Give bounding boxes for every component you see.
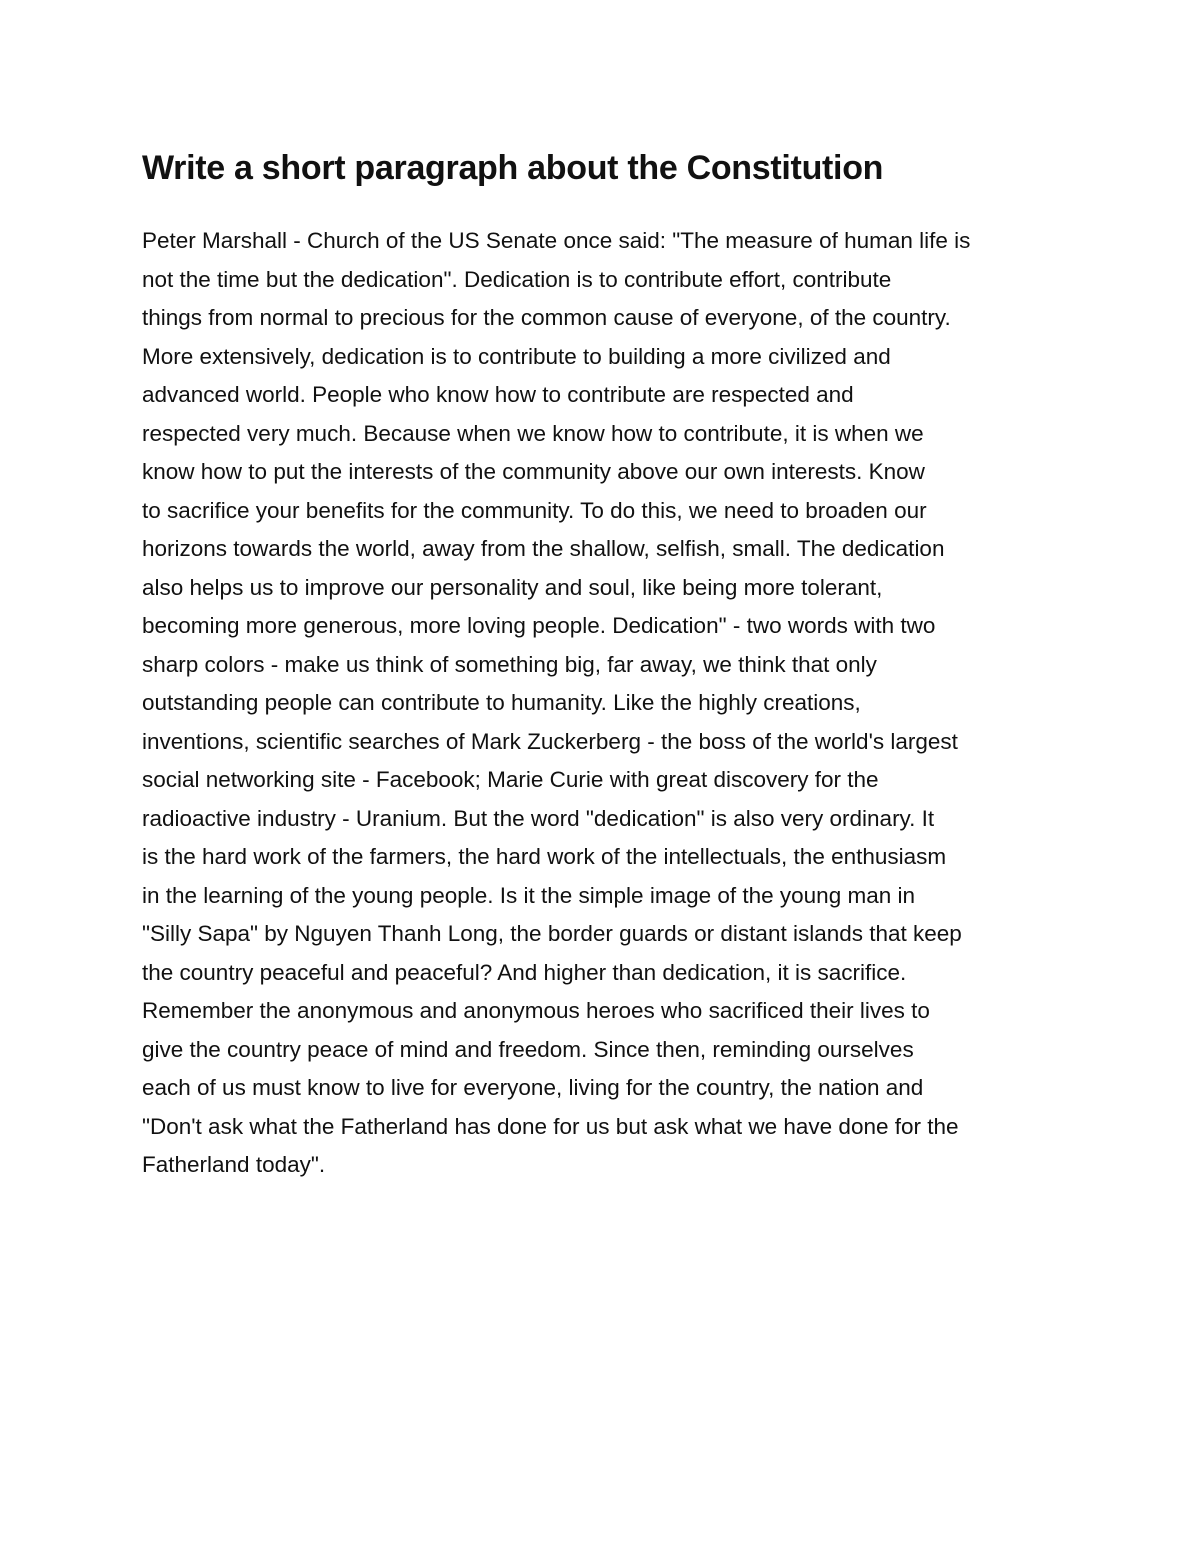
paragraph-line: advanced world. People who know how to contribute are respected and <box>142 382 854 407</box>
paragraph-line: inventions, scientific searches of Mark Zuckerberg - the boss of the world's largest <box>142 728 958 754</box>
paragraph-line: Remember the anonymous and anonymous heroes who sacrificed their lives to <box>142 998 930 1023</box>
paragraph-line: Peter Marshall - Church of the US Senate once said: "The measure of human life is <box>142 228 971 253</box>
paragraph-line: Fatherland today". <box>142 1152 326 1177</box>
paragraph-line: know how to put the interests of the community above our own interests. Know <box>142 459 925 484</box>
paragraph-line: also helps us to improve our personality and soul, like being more tolerant, <box>142 574 883 600</box>
paragraph-line: sharp colors - make us think of something big, far away, we think that only <box>142 651 877 677</box>
paragraph-line: radioactive industry - Uranium. But the word "dedication" is also very ordinary. It <box>142 805 935 831</box>
paragraph-line: the country peaceful and peaceful? And higher than dedication, it is sacrifice. <box>142 959 907 985</box>
paragraph-line: "Don't ask what the Fatherland has done for us but ask what we have done for the <box>142 1113 959 1139</box>
paragraph-line: things from normal to precious for the common cause of everyone, of the country. <box>142 305 951 330</box>
paragraph-line: give the country peace of mind and freedom. Since then, reminding ourselves <box>142 1036 914 1062</box>
paragraph-line: each of us must know to live for everyone, living for the country, the nation and <box>142 1075 924 1100</box>
paragraph-line: horizons towards the world, away from the shallow, selfish, small. The dedication <box>142 536 945 561</box>
paragraph-line: not the time but the dedication". Dedication is to contribute effort, contribute <box>142 266 892 292</box>
document-title: Write a short paragraph about the Constitution <box>142 149 884 187</box>
paragraph-line: to sacrifice your benefits for the community. To do this, we need to broaden our <box>142 497 927 523</box>
paragraph-line: is the hard work of the farmers, the hard work of the intellectuals, the enthusiasm <box>142 844 947 869</box>
paragraph-line: outstanding people can contribute to humanity. Like the highly creations, <box>142 690 861 715</box>
paragraph-line: social networking site - Facebook; Marie Curie with great discovery for the <box>142 767 879 792</box>
paragraph-line: in the learning of the young people. Is it the simple image of the young man in <box>142 882 915 908</box>
body-paragraph <box>142 222 1072 1185</box>
paragraph-line: becoming more generous, more loving people. Dedication" - two words with two <box>142 613 936 638</box>
paragraph-line: respected very much. Because when we know how to contribute, it is when we <box>142 420 924 446</box>
paragraph-line: More extensively, dedication is to contribute to building a more civilized and <box>142 343 891 369</box>
paragraph-line: "Silly Sapa" by Nguyen Thanh Long, the border guards or distant islands that keep <box>142 921 962 946</box>
